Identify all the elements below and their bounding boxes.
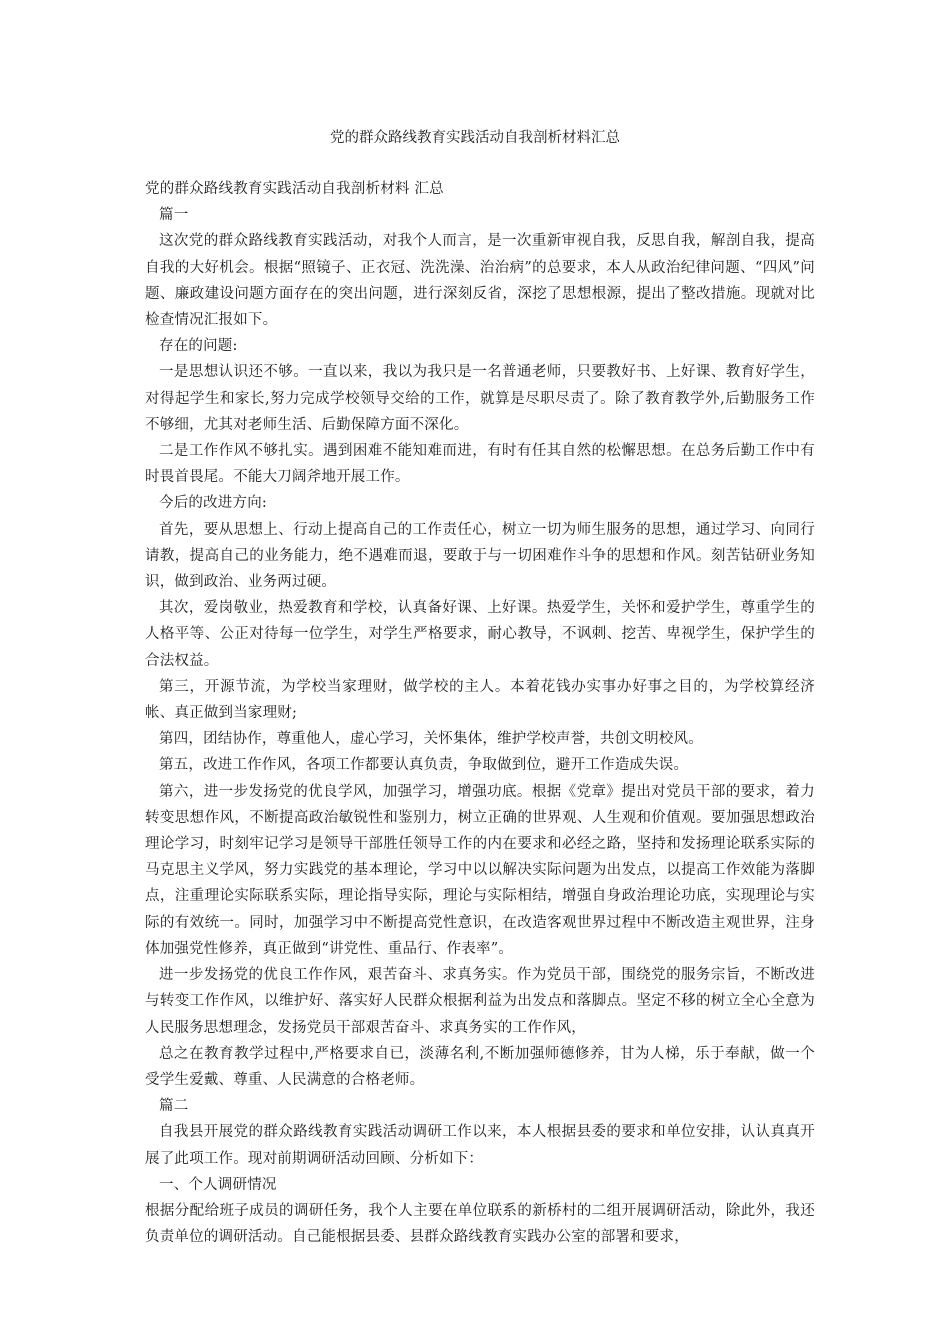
paragraph: 存在的问题: xyxy=(159,338,238,355)
paragraph: 第四，团结协作，尊重他人，虚心学习，关怀集体，维护学校声誉，共创文明校风。 xyxy=(159,731,703,748)
paragraph: 一是思想认识还不够。一直以来，我以为我只是一名普通老师，只要教好书、上好课、教育好学生，对得起学生和家长,努力完成学校领导交给的工作，就算是尽职尽责了。除了教育教学外,后勤服务工作不够细，尤其对老师生活、后勤保障方面不深化。 xyxy=(145,364,815,433)
paragraph: 首先，要从思想上、行动上提高自己的工作责任心，树立一切为师生服务的思想，通过学习、向同行请教，提高自己的业务能力，绝不遇难而退，要敢于与一切困难作斗争的思想和作风。刻苦钻研业务知识，做到政治、业务两过硬。 xyxy=(145,521,815,591)
paragraph: 第三，开源节流，为学校当家理财，做学校的主人。本着花钱办实事办好事之目的，为学校算经济帐、真正做到当家理财; xyxy=(145,678,815,722)
paragraph: 一、个人调研情况 xyxy=(159,1176,277,1193)
paragraph: 其次，爱岗敬业，热爱教育和学校，认真备好课、上好课。热爱学生，关怀和爱护学生，尊重学生的人格平等、公正对待每一位学生，对学生严格要求，耐心教导，不讽刺、挖苦、卑视学生，保护学生的合法权益。 xyxy=(145,600,815,669)
paragraph: 这次党的群众路线教育实践活动，对我个人而言，是一次重新审视自我，反思自我，解剖自我，提高自我的大好机会。根据“照镜子、正衣冠、洗洗澡、治治病”的总要求，本人从政治纪律问题、“四风”问题、廉政建设问题方面存在的突出问题，进行深刻反省，深挖了思想根源，提出了整改措施。现就对比检查情况汇报如下。 xyxy=(145,233,815,329)
paragraph: 第五，改进工作作风，各项工作都要认真负责，争取做到位，避开工作造成失误。 xyxy=(159,757,689,774)
document-title: 党的群众路线教育实践活动自我剖析材料汇总 xyxy=(330,130,620,146)
paragraph: 今后的改进方向: xyxy=(159,495,267,512)
section-heading: 篇二 xyxy=(159,1098,189,1115)
section-heading: 篇一 xyxy=(159,207,189,224)
paragraph: 进一步发扬党的优良工作作风，艰苦奋斗、求真务实。作为党员干部，围绕党的服务宗旨，不断改进与转变工作作风，以维护好、落实好人民群众根据利益为出发点和落脚点。坚定不移的树立全心全意为人民服务思想理念，发扬党员干部艰苦奋斗、求真务实的工作作风， xyxy=(145,967,815,1036)
paragraph: 总之在教育教学过程中,严格要求自已，淡薄名利,不断加强师德修养，甘为人梯，乐于奉献，做一个受学生爱戴、尊重、人民满意的合格老师。 xyxy=(145,1045,815,1088)
document-body xyxy=(145,176,815,1250)
paragraph: 根据分配给班子成员的调研任务，我个人主要在单位联系的新桥村的二组开展调研活动，除此外，我还负责单位的调研活动。自己能根据县委、县群众路线教育实践办公室的部署和要求， xyxy=(145,1202,815,1246)
paragraph: 二是工作作风不够扎实。遇到困难不能知难而进，有时有任其自然的松懈思想。在总务后勤工作中有时畏首畏尾。不能大刀阔斧地开展工作。 xyxy=(145,443,815,486)
paragraph: 自我县开展党的群众路线教育实践活动调研工作以来，本人根据县委的要求和单位安排，认认真真开展了此项工作。现对前期调研活动回顾、分析如下： xyxy=(145,1124,815,1167)
document-subtitle: 党的群众路线教育实践活动自我剖析材料 汇总 xyxy=(145,181,444,197)
paragraph: 第六，进一步发扬党的优良学风，加强学习，增强功底。根据《党章》提出对党员干部的要求，着力转变思想作风，不断提高政治敏锐性和鉴别力，树立正确的世界观、人生观和价值观。要加强思想政治理论学习，时刻牢记学习是领导干部胜任领导工作的内在要求和必经之路，坚持和发扬理论联系实际的马克思主义学风，努力实践党的基本理论，学习中以以解决实际问题为出发点，以提高工作效能为落脚点，注重理论实际联系实际，理论指导实际，理论与实际相结，增强自身政治理论功底，实现理论与实际的有效统一。同时，加强学习中不断提高党性意识，在改造客观世界过程中不断改造主观世界，注身体加强党性修养，真正做到“讲党性、重品行、作表率”。 xyxy=(145,783,815,957)
